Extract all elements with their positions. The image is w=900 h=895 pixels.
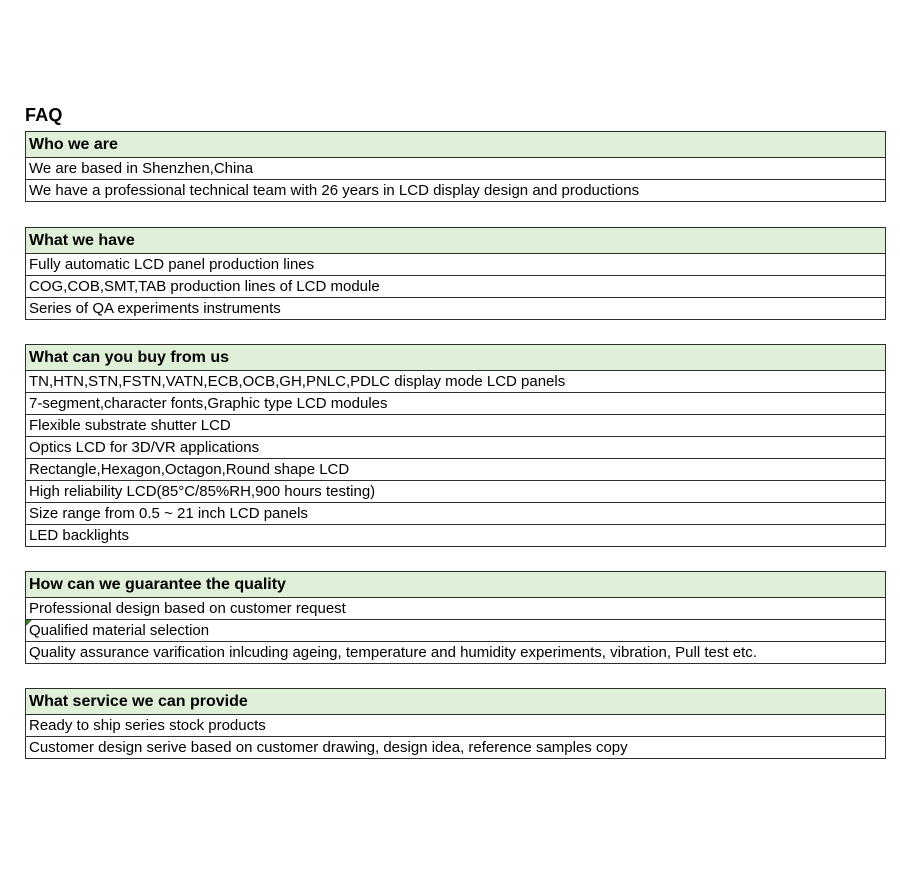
cell-text: Ready to ship series stock products xyxy=(29,717,266,734)
table-row xyxy=(25,392,886,415)
table-row xyxy=(25,179,886,202)
cell-text: Flexible substrate shutter LCD xyxy=(29,417,231,434)
table-row xyxy=(25,370,886,393)
cell-text: We are based in Shenzhen,China xyxy=(29,160,254,177)
cell-text: Size range from 0.5 ~ 21 inch LCD panels xyxy=(29,505,308,522)
table-row xyxy=(25,458,886,481)
cell-text: Rectangle,Hexagon,Octagon,Round shape LCD xyxy=(29,461,350,478)
table-row xyxy=(25,275,886,298)
cell-text: Quality assurance varification inlcuding ageing, temperature and humidity experiments, vibration, Pull test etc. xyxy=(29,644,757,661)
table-row xyxy=(25,641,886,664)
table-row xyxy=(25,414,886,437)
table-row xyxy=(25,480,886,503)
faq-table xyxy=(25,131,886,759)
section-header-text: What can you buy from us xyxy=(29,349,230,366)
section-header-text: How can we guarantee the quality xyxy=(29,576,286,593)
section-gap xyxy=(25,547,886,572)
table-row xyxy=(25,524,886,547)
section-header-guarantee-quality xyxy=(25,571,886,598)
table-row xyxy=(25,736,886,759)
section-header-text: What service we can provide xyxy=(29,693,248,710)
table-row xyxy=(25,597,886,620)
section-gap xyxy=(25,320,886,345)
table-row xyxy=(25,157,886,180)
cell-text: Fully automatic LCD panel production lines xyxy=(29,256,315,273)
section-gap xyxy=(25,202,886,228)
cell-text: Optics LCD for 3D/VR applications xyxy=(29,439,260,456)
table-row xyxy=(25,714,886,737)
section-header-text: What we have xyxy=(29,232,135,249)
table-row xyxy=(25,436,886,459)
table-row xyxy=(25,297,886,320)
cell-text: TN,HTN,STN,FSTN,VATN,ECB,OCB,GH,PNLC,PDLC display mode LCD panels xyxy=(29,373,566,390)
table-row xyxy=(25,253,886,276)
section-header-what-we-have xyxy=(25,227,886,254)
table-row xyxy=(25,502,886,525)
comment-marker-icon xyxy=(26,620,32,626)
cell-text: COG,COB,SMT,TAB production lines of LCD module xyxy=(29,278,380,295)
section-gap xyxy=(25,664,886,689)
section-header-who-we-are xyxy=(25,131,886,158)
cell-text: Series of QA experiments instruments xyxy=(29,300,281,317)
cell-text: We have a professional technical team with 26 years in LCD display design and productions xyxy=(29,182,640,199)
table-row xyxy=(25,619,886,642)
page-title: FAQ xyxy=(25,105,63,125)
section-header-text: Who we are xyxy=(29,136,118,153)
cell-text: Qualified material selection xyxy=(29,622,210,639)
cell-text: 7-segment,character fonts,Graphic type LCD modules xyxy=(29,395,388,412)
cell-text: Customer design serive based on customer drawing, design idea, reference samples copy xyxy=(29,739,628,756)
cell-text: High reliability LCD(85°C/85%RH,900 hours testing) xyxy=(29,483,376,500)
section-header-what-can-you-buy xyxy=(25,344,886,371)
cell-text: Professional design based on customer request xyxy=(29,600,346,617)
section-header-service-provide xyxy=(25,688,886,715)
cell-text: LED backlights xyxy=(29,527,130,544)
